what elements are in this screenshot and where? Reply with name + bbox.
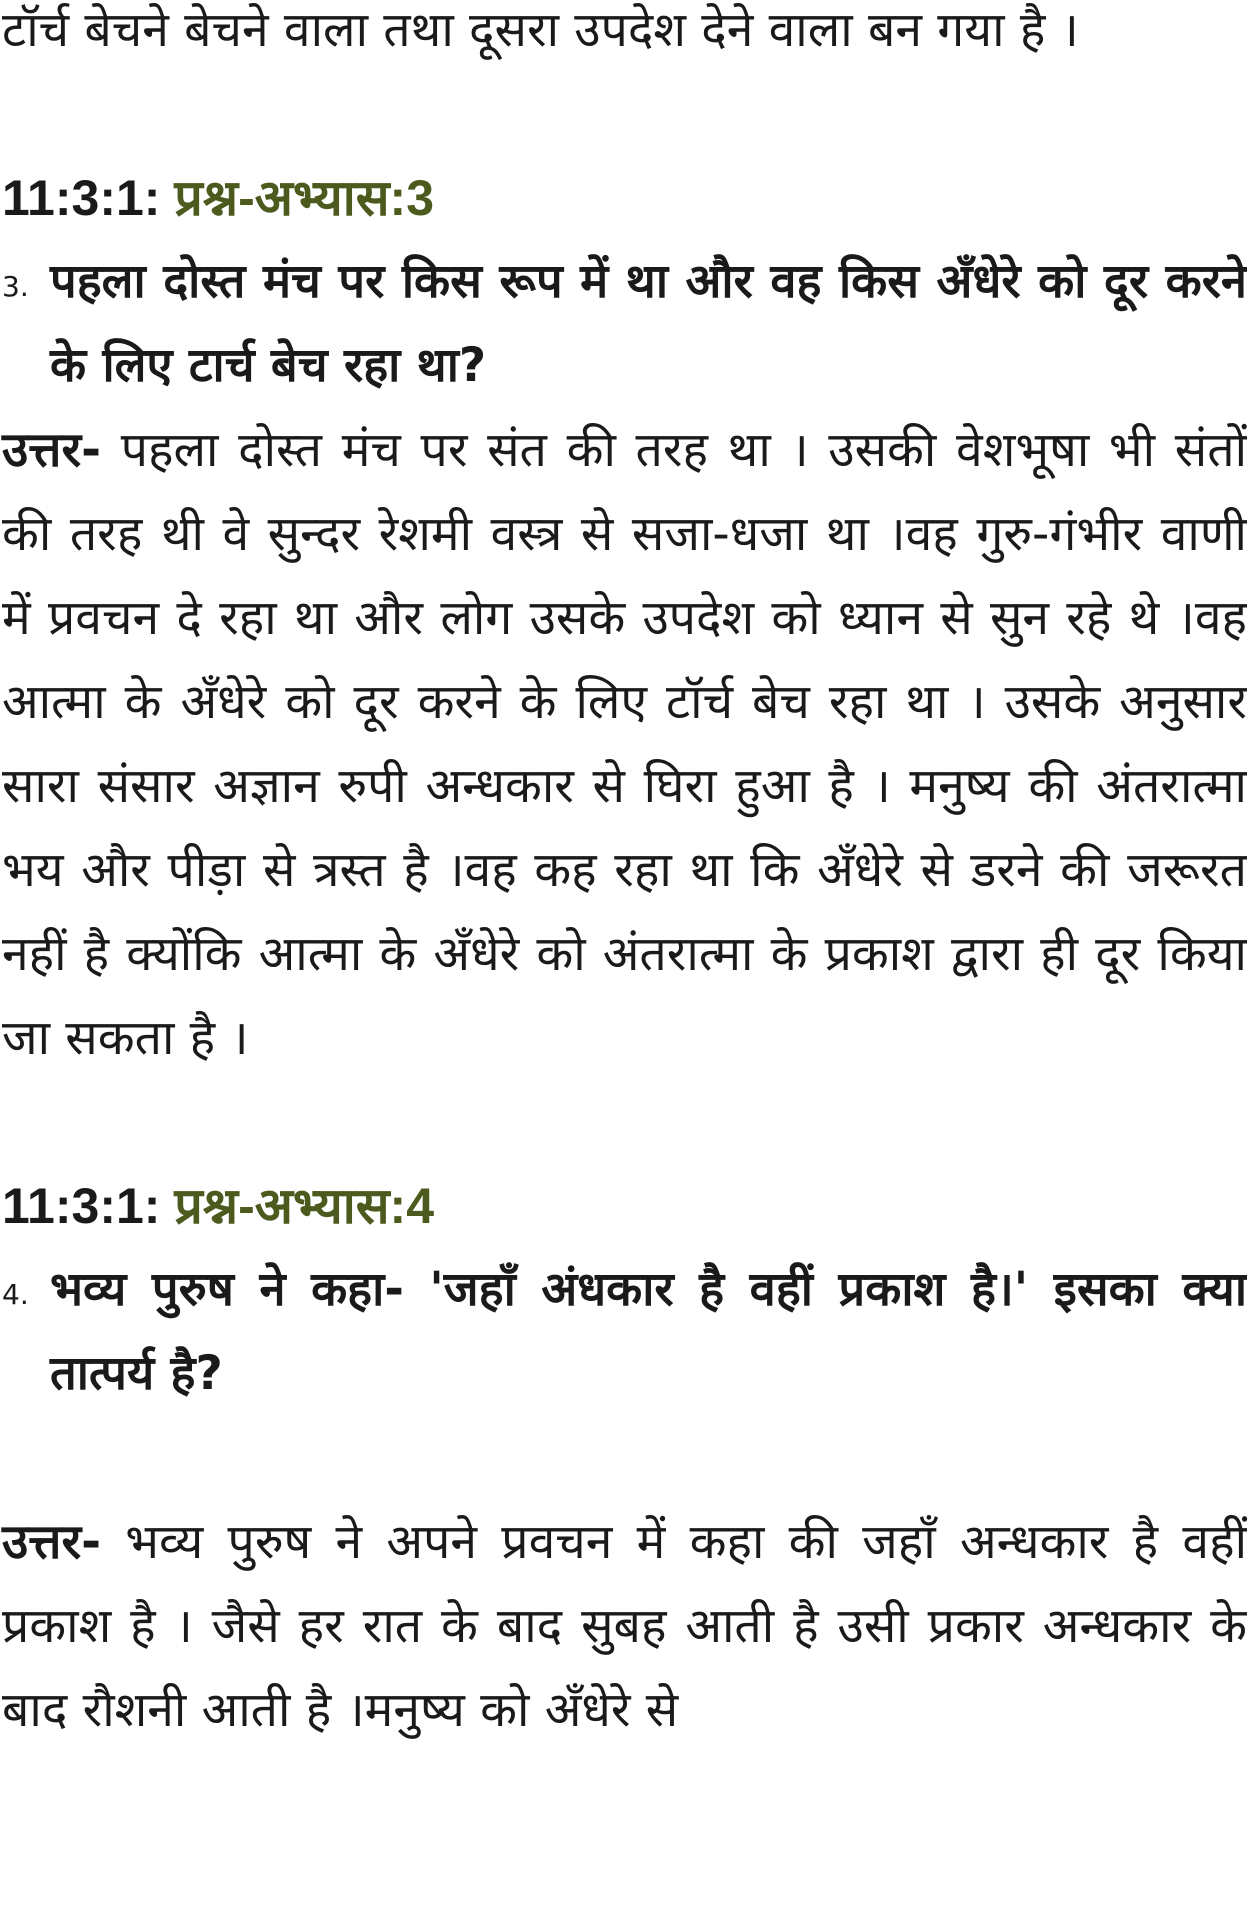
section-heading [2, 156, 1247, 240]
answer-paragraph [2, 408, 1247, 1080]
section-label: प्रश्न-अभ्यास:4 [174, 1178, 435, 1234]
answer-paragraph [2, 1500, 1247, 1752]
answer-label: उत्तर- [2, 1514, 102, 1570]
section-number: 11:3:1: [2, 170, 161, 226]
question-text: भव्य पुरुष ने कहा- 'जहाँ अंधकार है वहीं प्रकाश है।' इसका क्या तात्पर्य है? [50, 1262, 1247, 1401]
spacer [2, 1416, 1247, 1500]
question-number: 4. [2, 1278, 29, 1311]
answer-label: उत्तर- [2, 422, 102, 478]
spacer [2, 72, 1247, 156]
intro-paragraph: टॉर्च बेचने बेचने वाला तथा दूसरा उपदेश देने वाला बन गया है । [2, 2, 1079, 58]
section-heading [2, 1164, 1247, 1248]
question-text: पहला दोस्त मंच पर किस रूप में था और वह किस अँधेरे को दूर करने के लिए टार्च बेच रहा था? [50, 254, 1247, 393]
spacer [2, 1080, 1247, 1164]
answer-text: पहला दोस्त मंच पर संत की तरह था । उसकी वेशभूषा भी संतों की तरह थी वे सुन्दर रेशमी वस्त्र से सजा-धजा था ।वह गुरु-गंभीर वाणी में प्रवचन दे रहा था और लोग उसके उपदेश को ध्यान से सुन रहे थे ।वह आत्मा के अँधेरे को दूर करने के लिए टॉर्च बेच रहा था । उसके अनुसार सारा संसार अज्ञान रुपी अन्धकार से घिरा हुआ है । मनुष्य की अंतरात्मा भय और पीड़ा से त्रस्त है ।वह कह रहा था कि अँधेरे से डरने की जरूरत नहीं है क्योंकि आत्मा के अँधेरे को अंतरात्मा के प्रकाश द्वारा ही दूर किया जा सकता है । [2, 422, 1247, 1066]
question [2, 1248, 1247, 1416]
exercise-section-4 [2, 1164, 1247, 1752]
question [2, 240, 1247, 408]
answer-text: भव्य पुरुष ने अपने प्रवचन में कहा की जहाँ अन्धकार है वहीं प्रकाश है । जैसे हर रात के बाद सुबह आती है उसी प्रकार अन्धकार के बाद रौशनी आती है ।मनुष्य को अँधेरे से [2, 1514, 1247, 1738]
section-label: प्रश्न-अभ्यास:3 [174, 170, 435, 226]
question-number: 3. [2, 270, 29, 303]
section-number: 11:3:1: [2, 1178, 161, 1234]
exercise-section-3 [2, 156, 1247, 1080]
